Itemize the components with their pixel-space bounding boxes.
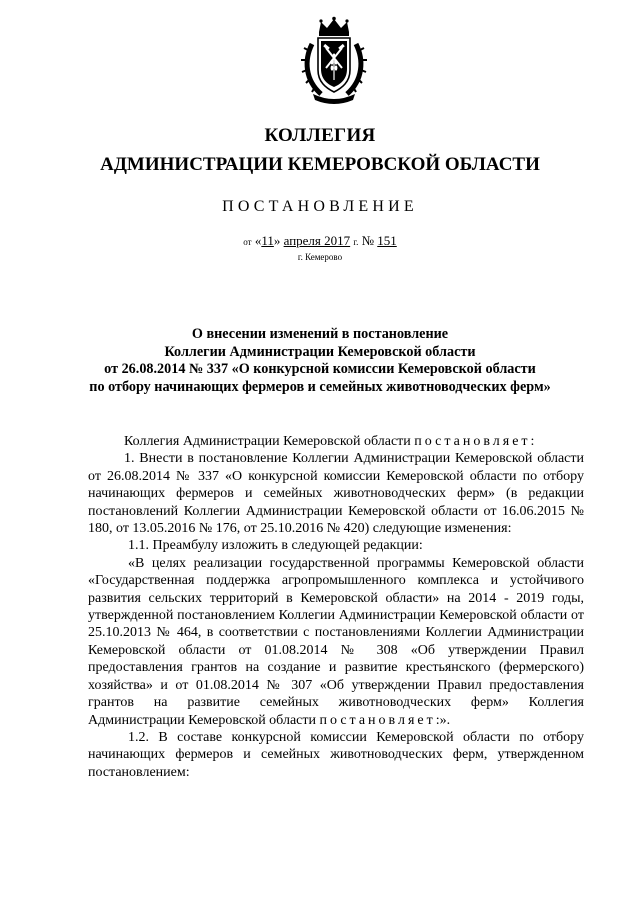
document-body — [88, 433, 584, 781]
document-number: 151 — [377, 233, 397, 248]
paragraph-1-1: 1.1. Преамбулу изложить в следующей редакции: — [128, 538, 423, 554]
intro-paragraph — [88, 433, 584, 450]
intro-spaced-word: постановляет: — [414, 434, 538, 449]
title-line: О внесении изменений в постановление — [191, 326, 449, 342]
quote-main-text: «В целях реализации государственной программы Кемеровской области «Государственная поддержка агропромышленного комплекса и устойчивого развития сельских территорий в Кемеровской области» на 2014 - 2019 годы, утвержденной постановлением Коллегии Администрации Кемеровской области от 25.10.2013 № 464, в соответствии с постановлениями Коллегии Администрации Кемеровской области от 01.08.2014 № 308 «Об утверждении Правил предоставления грантов на создание и развитие крестьянского (фермерского) хозяйства» и от 01.08.2014 № 307 «Об утверждении Правил предоставления грантов на развитие семейных животноводческих ферм» Коллегия Администрации Кемеровской области — [88, 555, 584, 728]
org-name-line-2: АДМИНИСТРАЦИИ КЕМЕРОВСКОЙ ОБЛАСТИ — [100, 154, 540, 175]
intro-prefix: Коллегия Администрации Кемеровской области — [124, 434, 411, 449]
date-quote-close: » — [273, 233, 281, 248]
date-year-suffix: г. — [353, 237, 359, 247]
title-line: по отбору начинающих фермеров и семейных животноводческих ферм» — [89, 378, 551, 395]
document-title — [40, 326, 600, 396]
paragraph-1-2: 1.2. В составе конкурсной комиссии Кемеровской области по отбору начинающих фермеров и семейных животноводческих ферм, утвержденном постановлением: — [88, 729, 584, 780]
date-day: 11 — [261, 233, 274, 248]
preamble-quote — [88, 555, 584, 729]
quote-end: :». — [435, 712, 451, 728]
title-line: Коллегии Администрации Кемеровской области — [164, 343, 476, 360]
date-from-label: от — [243, 237, 252, 247]
coat-of-arms-emblem — [299, 16, 369, 104]
date-number-line — [0, 233, 640, 249]
org-name-line-1: КОЛЛЕГИЯ — [264, 125, 376, 146]
paragraph-1: 1. Внести в постановление Коллегии Администрации Кемеровской области от 26.08.2014 № 337 «О конкурсной комиссии Кемеровской области по отбору начинающих фермеров и семейных животноводческих ферм» (в редакции постановлений Коллегии Администрации Кемеровской области от 16.06.2015 № 180, от 13.05.2016 № 176, от 25.10.2016 № 420) следующие изменения: — [88, 451, 584, 537]
title-line: от 26.08.2014 № 337 «О конкурсной комиссии Кемеровской области — [104, 361, 536, 377]
number-sign: № — [361, 233, 374, 248]
document-type: ПОСТАНОВЛЕНИЕ — [222, 198, 418, 215]
date-quote-open: « — [254, 233, 262, 248]
date-month-year: апреля 2017 — [283, 233, 351, 248]
city-name: г. Кемерово — [297, 252, 343, 262]
quote-spaced-word: постановляет — [319, 712, 436, 728]
